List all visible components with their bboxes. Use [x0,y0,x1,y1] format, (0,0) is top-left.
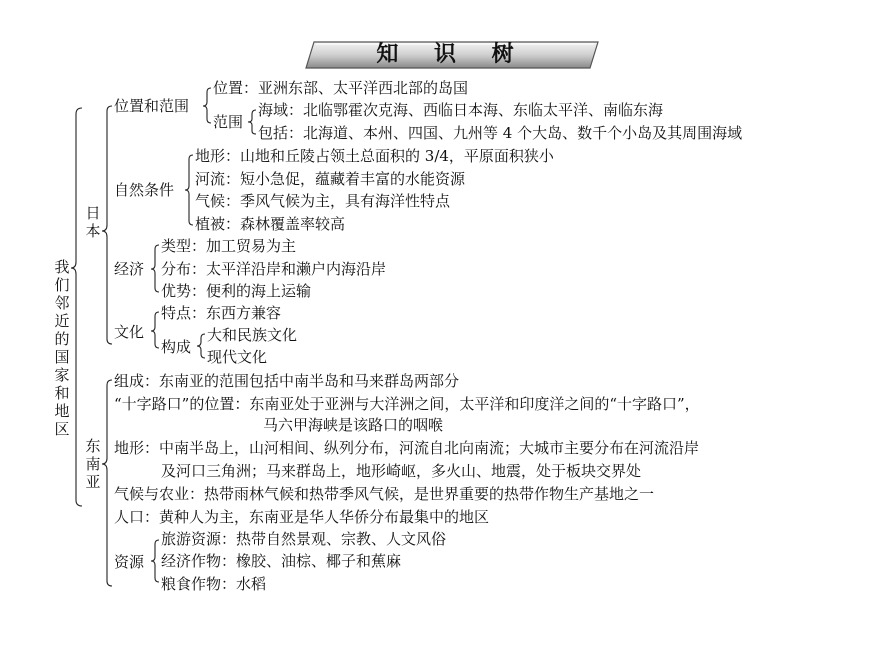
crossroads-text-1: “十字路口”的位置：东南亚处于亚洲与大洋洲之间，太平洋和印度洋之间的“十字路口”， [114,395,700,413]
climate-text: 气候：季风气候为主，具有海洋性特点 [195,192,451,210]
terrain-text: 地形：山地和丘陵占领土总面积的 3/4，平原面积狭小 [195,147,554,165]
location-range-label: 位置和范围 [114,97,190,115]
root-label: 我们邻近的国家和地区 [54,258,70,438]
climate-agri-text: 气候与农业：热带雨林气候和热带季风气候，是世界重要的热带作物生产基地之一 [114,485,655,503]
include-text: 包括：北海道、本州、四国、九州等 4 个大岛、数千个小岛及其周围海域 [258,124,743,142]
sea-asia-label: 东南亚 [85,437,101,491]
culture-composition-label: 构成 [161,338,192,356]
sea-terrain-text-1: 地形：中南半岛上，山河相间、纵列分布，河流自北向南流；大城市主要分布在河流沿岸 [114,439,700,457]
resources-label: 资源 [114,553,145,571]
composition-text: 组成：东南亚的范围包括中南半岛和马来群岛两部分 [114,372,460,390]
economy-label: 经济 [114,260,145,278]
economy-advantage-text: 优势：便利的海上运输 [161,282,312,300]
range-label: 范围 [213,113,244,131]
yamato-culture-text: 大和民族文化 [207,326,298,344]
grain-text: 粮食作物：水稻 [161,575,267,593]
vegetation-text: 植被：森林覆盖率较高 [195,215,346,233]
population-text: 人口：黄种人为主，东南亚是华人华侨分布最集中的地区 [114,508,490,526]
economy-distribution-text: 分布：太平洋沿岸和濑户内海沿岸 [161,260,387,278]
nature-label: 自然条件 [114,181,175,199]
modern-culture-text: 现代文化 [207,348,268,366]
banner-title: 知 识 树 [376,42,528,67]
cash-crops-text: 经济作物：橡胶、油棕、椰子和蕉麻 [161,552,402,570]
rivers-text: 河流：短小急促，蕴藏着丰富的水能资源 [195,170,466,188]
japan-label: 日本 [85,204,101,240]
tourism-text: 旅游资源：热带自然景观、宗教、人文风俗 [161,530,447,548]
economy-type-text: 类型：加工贸易为主 [161,237,297,255]
position-text: 位置：亚洲东部、太平洋西北部的岛国 [213,79,469,97]
sea-terrain-text-2: 及河口三角洲；马来群岛上，地形崎岖，多火山、地震，处于板块交界处 [161,462,642,480]
culture-label: 文化 [114,323,145,341]
sea-text: 海域：北临鄂霍次克海、西临日本海、东临太平洋、南临东海 [258,101,664,119]
culture-feature-text: 特点：东西方兼容 [161,304,282,322]
crossroads-text-2: 马六甲海峡是该路口的咽喉 [263,416,444,434]
